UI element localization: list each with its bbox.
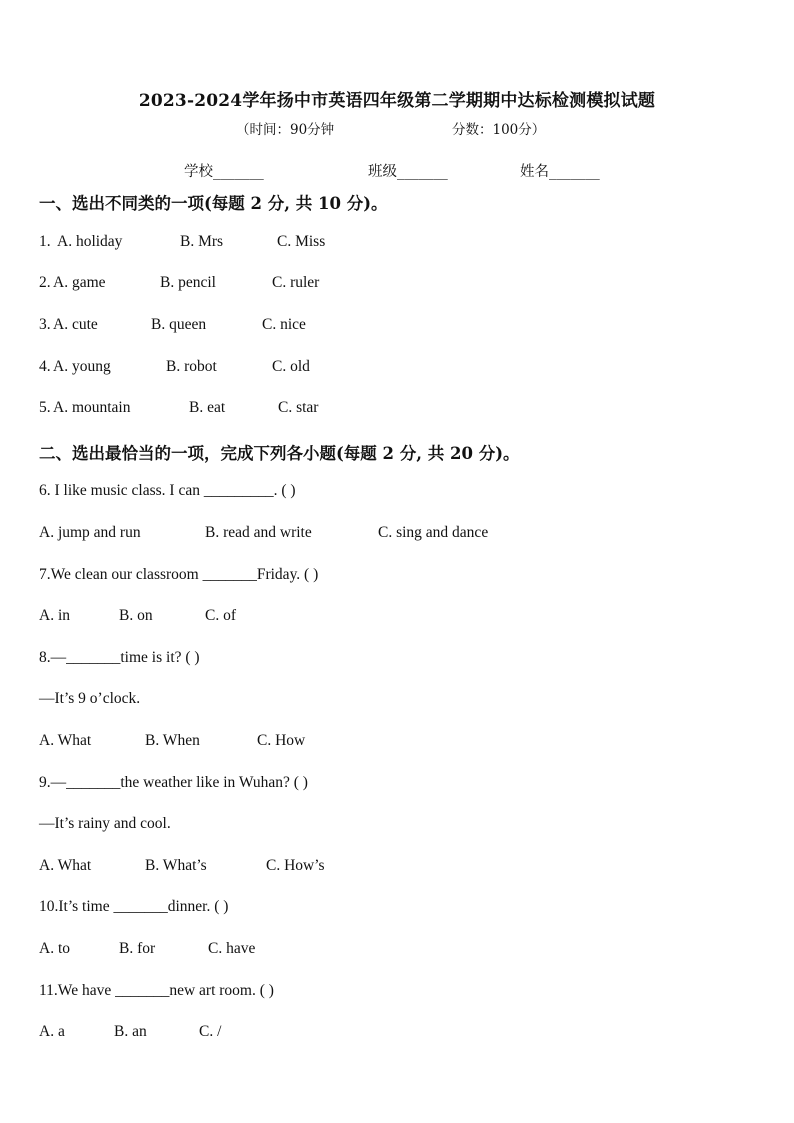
option-c[interactable]: C. nice	[262, 316, 306, 333]
option-b[interactable]: B. eat	[189, 399, 226, 416]
option-c[interactable]: C. old	[272, 358, 310, 375]
section-2-heading: 二、选出最恰当的一项，完成下列各小题(每题 2 分, 共 20 分)。	[39, 444, 520, 463]
option-b[interactable]: B. When	[145, 732, 200, 749]
question-number: 1.	[39, 233, 51, 250]
option-c[interactable]: C. /	[199, 1023, 222, 1040]
option-b[interactable]: B. an	[114, 1023, 147, 1040]
question-9-reply: —It’s rainy and cool.	[39, 815, 171, 832]
option-a[interactable]: A. a	[39, 1023, 65, 1040]
question-5	[39, 399, 319, 417]
exam-score: 分数：100分）	[452, 122, 546, 138]
option-a[interactable]: A. to	[39, 940, 70, 957]
question-2	[39, 274, 320, 292]
option-c[interactable]: C. have	[208, 940, 256, 957]
section-1-heading: 一、选出不同类的一项(每题 2 分, 共 10 分)。	[39, 194, 388, 213]
question-7-stem: 7.We clean our classroom _______Friday. ( )	[39, 566, 319, 583]
option-a[interactable]: A. mountain	[53, 399, 131, 416]
question-6-stem: 6. I like music class. I can _________. ( )	[39, 482, 296, 499]
question-9-stem: 9.—_______the weather like in Wuhan? ( )	[39, 774, 308, 791]
question-1	[39, 233, 326, 251]
option-b[interactable]: B. read and write	[205, 524, 312, 541]
option-c[interactable]: C. of	[205, 607, 236, 624]
option-a[interactable]: A. What	[39, 857, 92, 874]
option-b[interactable]: B. for	[119, 940, 156, 957]
question-number: 5.	[39, 399, 51, 416]
option-a[interactable]: A. What	[39, 732, 92, 749]
option-b[interactable]: B. pencil	[160, 274, 216, 291]
option-a[interactable]: A. jump and run	[39, 524, 141, 541]
option-b[interactable]: B. Mrs	[180, 233, 224, 250]
name-field[interactable]: 姓名_______	[520, 164, 600, 180]
option-b[interactable]: B. on	[119, 607, 153, 624]
question-number: 3.	[39, 316, 51, 333]
question-4	[39, 358, 310, 376]
option-b[interactable]: B. What’s	[145, 857, 207, 874]
option-c[interactable]: C. How’s	[266, 857, 325, 874]
option-c[interactable]: C. star	[278, 399, 319, 416]
option-a[interactable]: A. game	[53, 274, 106, 291]
school-field[interactable]: 学校_______	[184, 164, 264, 180]
question-10-stem: 10.It’s time _______dinner. ( )	[39, 898, 229, 915]
option-c[interactable]: C. ruler	[272, 274, 320, 291]
question-number: 2.	[39, 274, 51, 291]
question-3	[39, 316, 306, 334]
question-number: 4.	[39, 358, 51, 375]
option-b[interactable]: B. queen	[151, 316, 207, 333]
option-c[interactable]: C. sing and dance	[378, 524, 489, 541]
option-a[interactable]: A. in	[39, 607, 70, 624]
question-11-stem: 11.We have _______new art room. ( )	[39, 982, 274, 999]
option-a[interactable]: A. young	[53, 358, 111, 375]
class-field[interactable]: 班级_______	[368, 164, 448, 180]
option-a[interactable]: A. holiday	[57, 233, 123, 250]
question-8-reply: —It’s 9 o’clock.	[39, 690, 141, 707]
question-8-stem: 8.—_______time is it? ( )	[39, 649, 200, 666]
option-b[interactable]: B. robot	[166, 358, 217, 375]
option-c[interactable]: C. How	[257, 732, 306, 749]
option-c[interactable]: C. Miss	[277, 233, 326, 250]
option-a[interactable]: A. cute	[53, 316, 98, 333]
page-title: 2023-2024学年扬中市英语四年级第二学期期中达标检测模拟试题	[138, 91, 656, 111]
exam-time: （时间：90分钟	[236, 122, 335, 138]
